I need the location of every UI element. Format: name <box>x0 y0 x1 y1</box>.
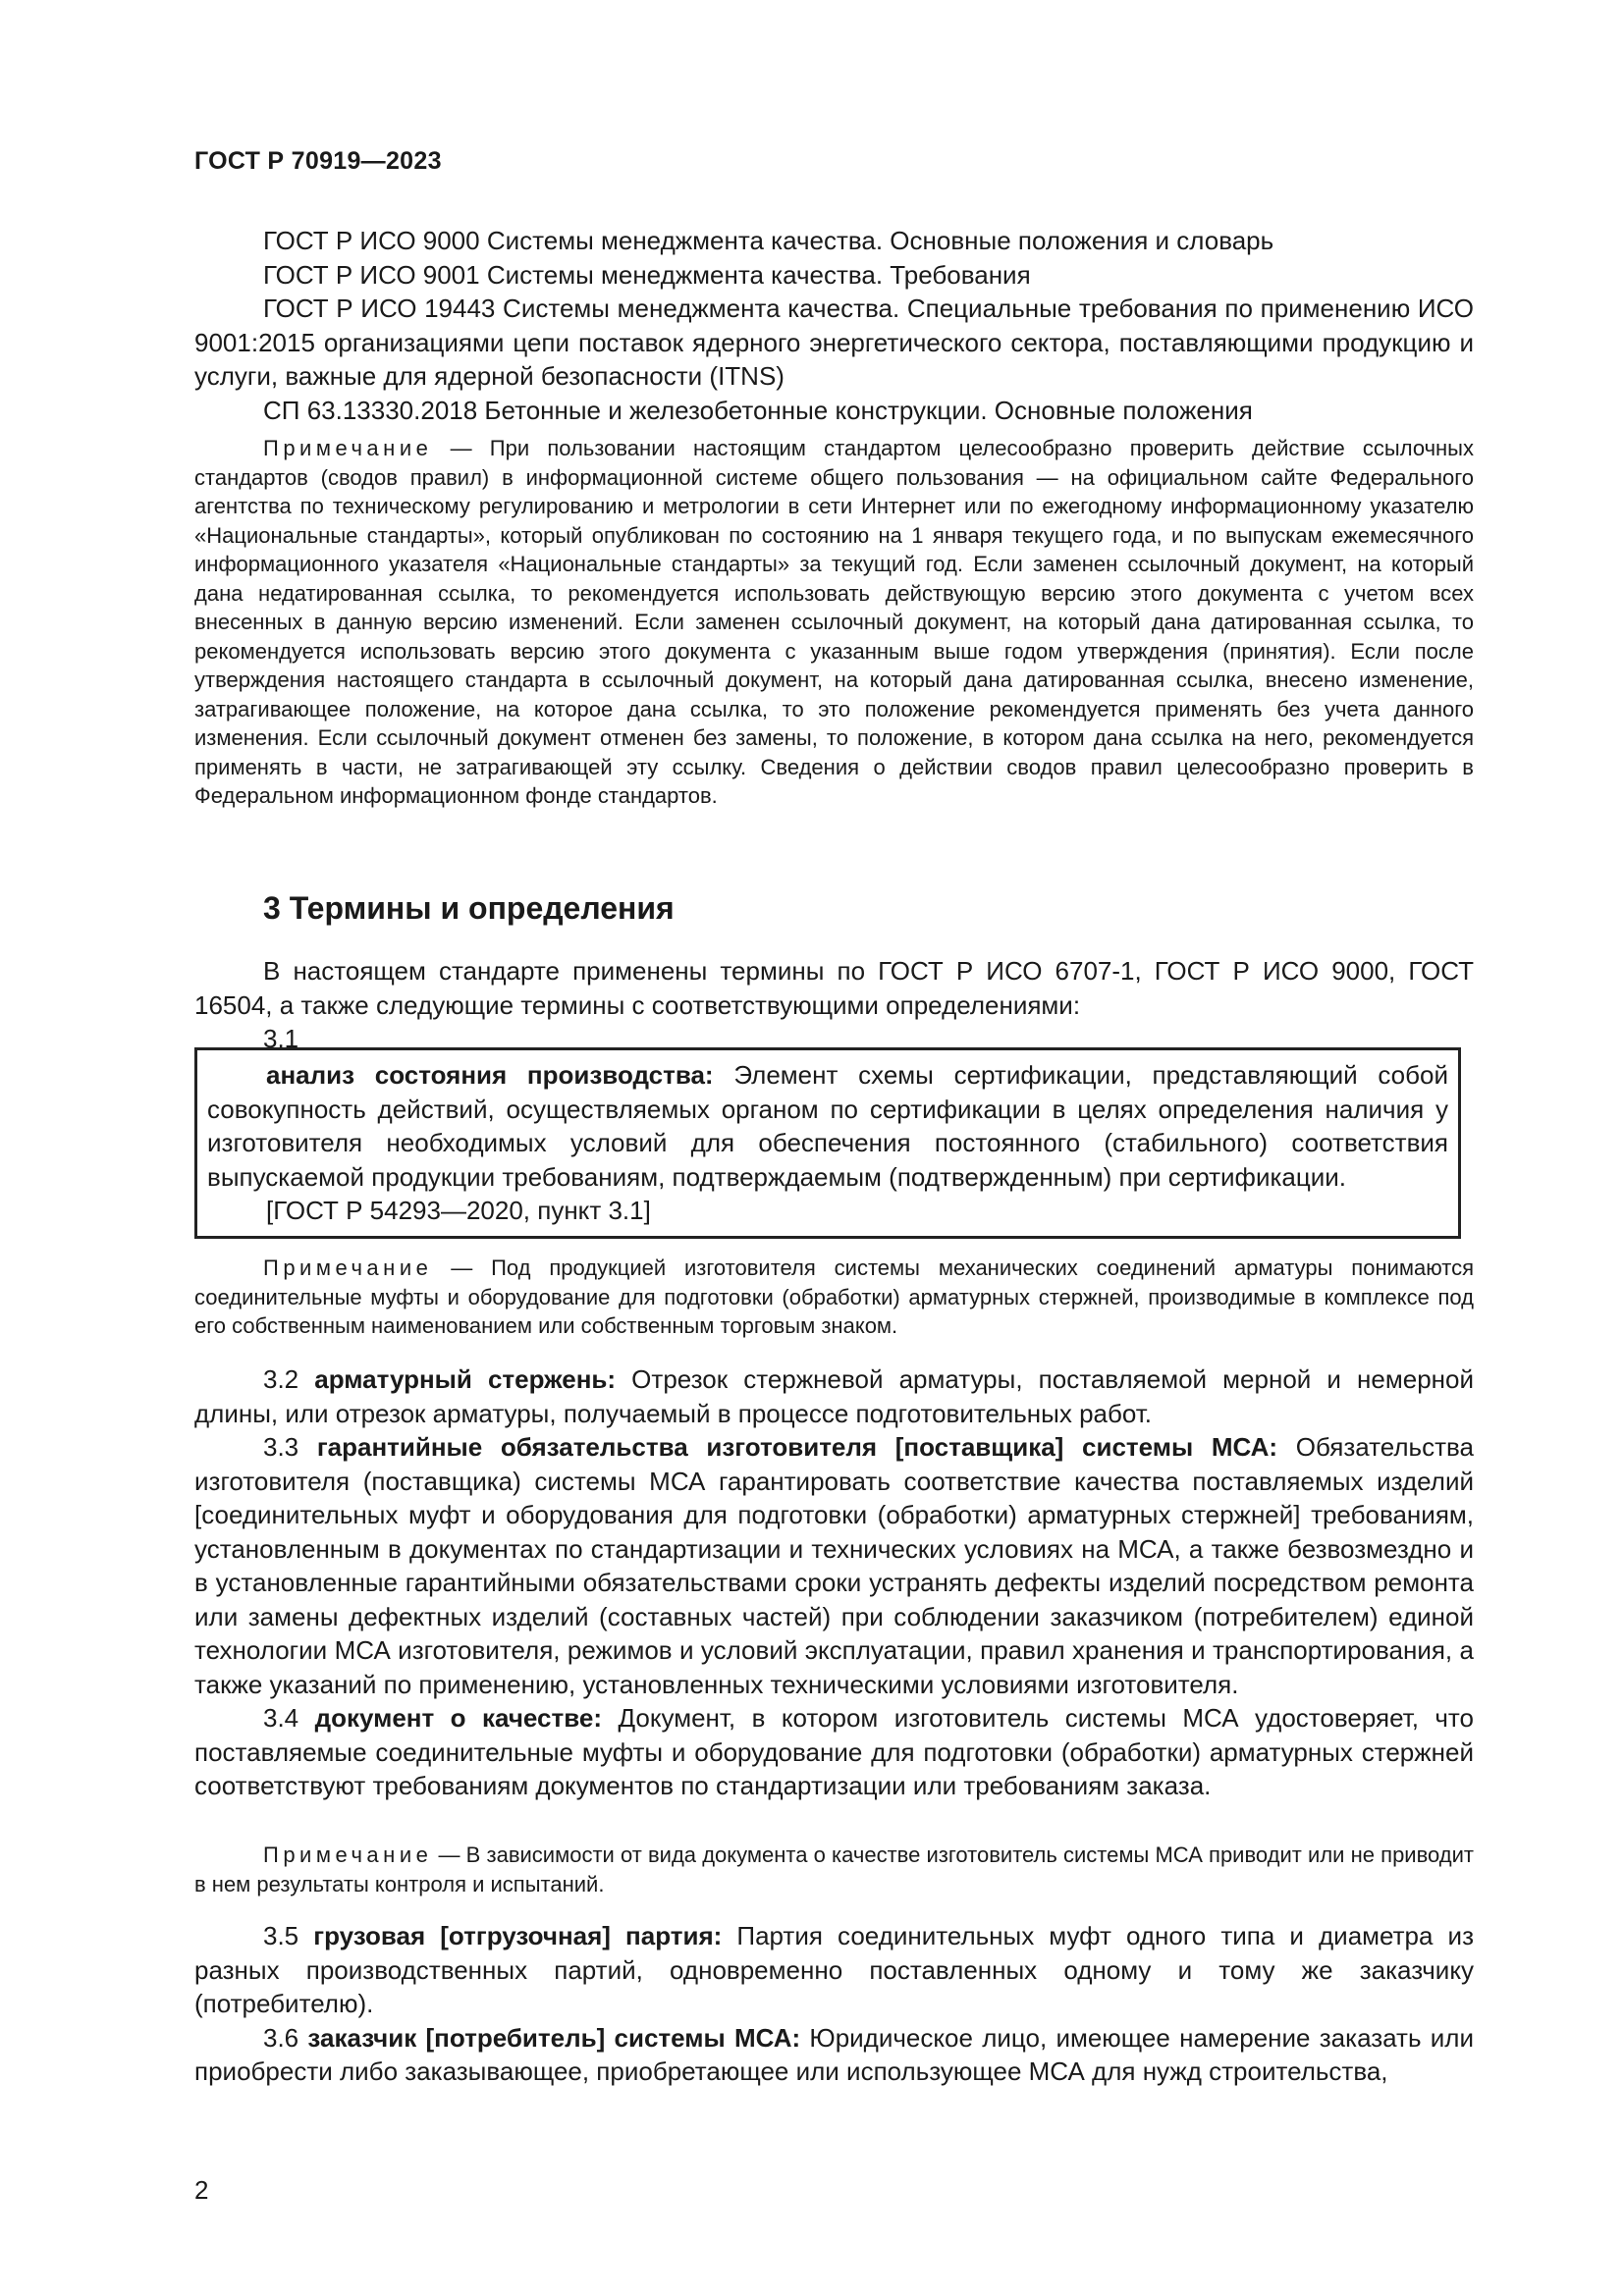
term-definition: Отрезок стержневой арматуры, поставляемой мерной и немерной длины, или отрезок арматуры, получаемый в процессе подготовительных работ. <box>194 1364 1474 1428</box>
normative-references <box>194 224 1474 427</box>
note-text: — В зависимости от вида документа о качестве изготовитель системы МСА приводит или не приводит в нем результаты контроля и испытаний. <box>194 1842 1474 1896</box>
reference-item: СП 63.13330.2018 Бетонные и железобетонные конструкции. Основные положения <box>263 395 1253 425</box>
term-definition: Документ, в котором изготовитель системы МСА удостоверяет, что поставляемые соединительные муфты и оборудование для подготовки (обработки) арматурных стержней соответствуют требованиям документов по стандартизации или требованиям заказа. <box>194 1703 1475 1800</box>
term-source: [ГОСТ Р 54293—2020, пункт 3.1] <box>266 1196 651 1225</box>
note-label: Примечание <box>263 436 433 460</box>
term-name: арматурный стержень: <box>314 1364 617 1394</box>
term-name: анализ состояния производства: <box>266 1060 714 1090</box>
term-name: грузовая [отгрузочная] партия: <box>313 1921 723 1950</box>
term-definition: Юридическое лицо, имеющее намерение заказать или приобрести либо заказывающее, приобретающее или использующее МСА для нужд строительства, <box>194 2022 1474 2086</box>
term-definition: Элемент схемы сертификации, представляющий собой совокупность действий, осуществляемых органом по сертификации в целях определения наличия у изготовителя необходимых условий для обеспечения постоянного (стабильного) соответствия выпускаемой продукции требованиям, подтверждаемым (подтвержденным) при сертификации. <box>207 1060 1448 1192</box>
term-3-6: 3.6 заказчик [потребитель] системы МСА: Юридическое лицо, имеющее намерение заказать или приобрести либо заказывающее, приобретающее или использующее МСА для нужд строительства, <box>194 2022 1474 2086</box>
term-name: документ о качестве: <box>314 1703 603 1733</box>
reference-item: ГОСТ Р ИСО 9001 Системы менеджмента качества. Требования <box>263 259 1031 290</box>
term-3-3: 3.3 гарантийные обязательства изготовителя [поставщика] системы МСА: Обязательства изготовителя (поставщика) системы МСА гарантировать соответствие качества поставляемых изделий [соединительных муфт и оборудования для подготовки (обработки) арматурных стержней] требованиям, установленным в документах по стандартизации и технических условиях на МСА, а также безвозмездно и в установленные гарантийными обязательствами сроки устранять дефекты изделий посредством ремонта или замены дефектных изделий (составных частей) при соблюдении заказчиком (потребителем) единой технологии МСА изготовителя, режимов и условий эксплуатации, правил хранения и транспортирования, а также указаний по применению, установленных техническими условиями изготовителя. <box>194 1432 1474 1699</box>
page-number: 2 <box>194 2175 209 2205</box>
note-text: — Под продукцией изготовителя системы механических соединений арматуры понимаются соединительные муфты и оборудование для подготовки (обработки) арматурных стержней, производимые в комплексе под его собственным наименованием или собственным торговым знаком. <box>194 1255 1474 1338</box>
terms-3-5-to-3-6 <box>194 1919 1474 2089</box>
term-3-4: 3.4 документ о качестве: Документ, в котором изготовитель системы МСА удостоверяет, что поставляемые соединительные муфты и оборудование для подготовки (обработки) арматурных стержней соответствуют требованиям документов по стандартизации или требованиям заказа. <box>194 1703 1475 1800</box>
section-intro <box>194 954 1474 1056</box>
term-3-5: 3.5 грузовая [отгрузочная] партия: Партия соединительных муфт одного типа и диаметра из разных производственных партий, одновременно поставленных одному и тому же заказчику (потребителю). <box>194 1921 1474 2018</box>
term-name: гарантийные обязательства изготовителя [поставщика] системы МСА: <box>316 1432 1278 1462</box>
note-label: Примечание <box>263 1842 433 1867</box>
term-name: заказчик [потребитель] системы МСА: <box>307 2022 801 2053</box>
note-label: Примечание <box>263 1255 433 1280</box>
reference-item: ГОСТ Р ИСО 9000 Системы менеджмента качества. Основные положения и словарь <box>263 226 1274 255</box>
term-3-2: 3.2 арматурный стержень: Отрезок стержневой арматуры, поставляемой мерной и немерной длины, или отрезок арматуры, получаемый в процессе подготовительных работ. <box>194 1364 1474 1428</box>
note-products <box>194 1254 1474 1341</box>
section-title: 3 Термины и определения <box>263 890 675 926</box>
term-3-1-box <box>194 1047 1461 1239</box>
note-text: — При пользовании настоящим стандартом целесообразно проверить действие ссылочных стандартов (сводов правил) в информационной системе общего пользования — на официальном сайте Федерального агентства по техническому регулированию и метрологии в сети Интернет или по ежегодному информационному указателю «Национальные стандарты», который опубликован по состоянию на 1 января текущего года, и по выпускам ежемесячного информационного указателя «Национальные стандарты» за текущий год. Если заменен ссылочный документ, на который дана недатированная ссылка, то рекомендуется использовать действующую версию этого документа с учетом всех внесенных в данную версию изменений. Если заменен ссылочный документ, на который дана датированная ссылка, то рекомендуется использовать версию этого документа с указанным выше годом утверждения (принятия). Если после утверждения настоящего стандарта в ссылочный документ, на который дана датированная ссылка, внесено изменение, затрагивающее положение, на которое дана ссылка, то это положение рекомендуется применять без учета данного изменения. Если ссылочный документ отменен без замены, то положение, в котором дана ссылка на него, рекомендуется применять в части, не затрагивающей эту ссылку. Сведения о действии сводов правил целесообразно проверить в Федеральном информационном фонде стандартов. <box>194 436 1474 808</box>
reference-item: ГОСТ Р ИСО 19443 Системы менеджмента качества. Специальные требования по применению ИСО 9001:2015 организациями цепи поставок ядерного энергетического сектора, поставляющими продукцию и услуги, важные для ядерной безопасности (ITNS) <box>194 294 1474 391</box>
term-definition: Партия соединительных муфт одного типа и диаметра из разных производственных партий, одновременно поставленных одному и тому же заказчику (потребителю). <box>194 1921 1474 2018</box>
note-references <box>194 434 1474 811</box>
term-number: 3.1 <box>263 1024 299 1053</box>
note-quality-document <box>194 1841 1474 1898</box>
document-header: ГОСТ Р 70919—2023 <box>194 147 442 175</box>
term-definition: Обязательства изготовителя (поставщика) системы МСА гарантировать соответствие качества поставляемых изделий [соединительных муфт и оборудования для подготовки (обработки) арматурных стержней] требованиям, установленным в документах по стандартизации и технических условиях на МСА, а также безвозмездно и в установленные гарантийными обязательствами сроки устранять дефекты изделий посредством ремонта или замены дефектных изделий (составных частей) при соблюдении заказчиком (потребителем) единой технологии МСА изготовителя, режимов и условий эксплуатации, правил хранения и транспортирования, а также указаний по применению, установленных техническими условиями изготовителя. <box>194 1432 1474 1699</box>
terms-3-2-to-3-4 <box>194 1362 1474 1803</box>
intro-text: В настоящем стандарте применены термины по ГОСТ Р ИСО 6707-1, ГОСТ Р ИСО 9000, ГОСТ 16504, а также следующие термины с соответствующими определениями: <box>194 956 1474 1020</box>
